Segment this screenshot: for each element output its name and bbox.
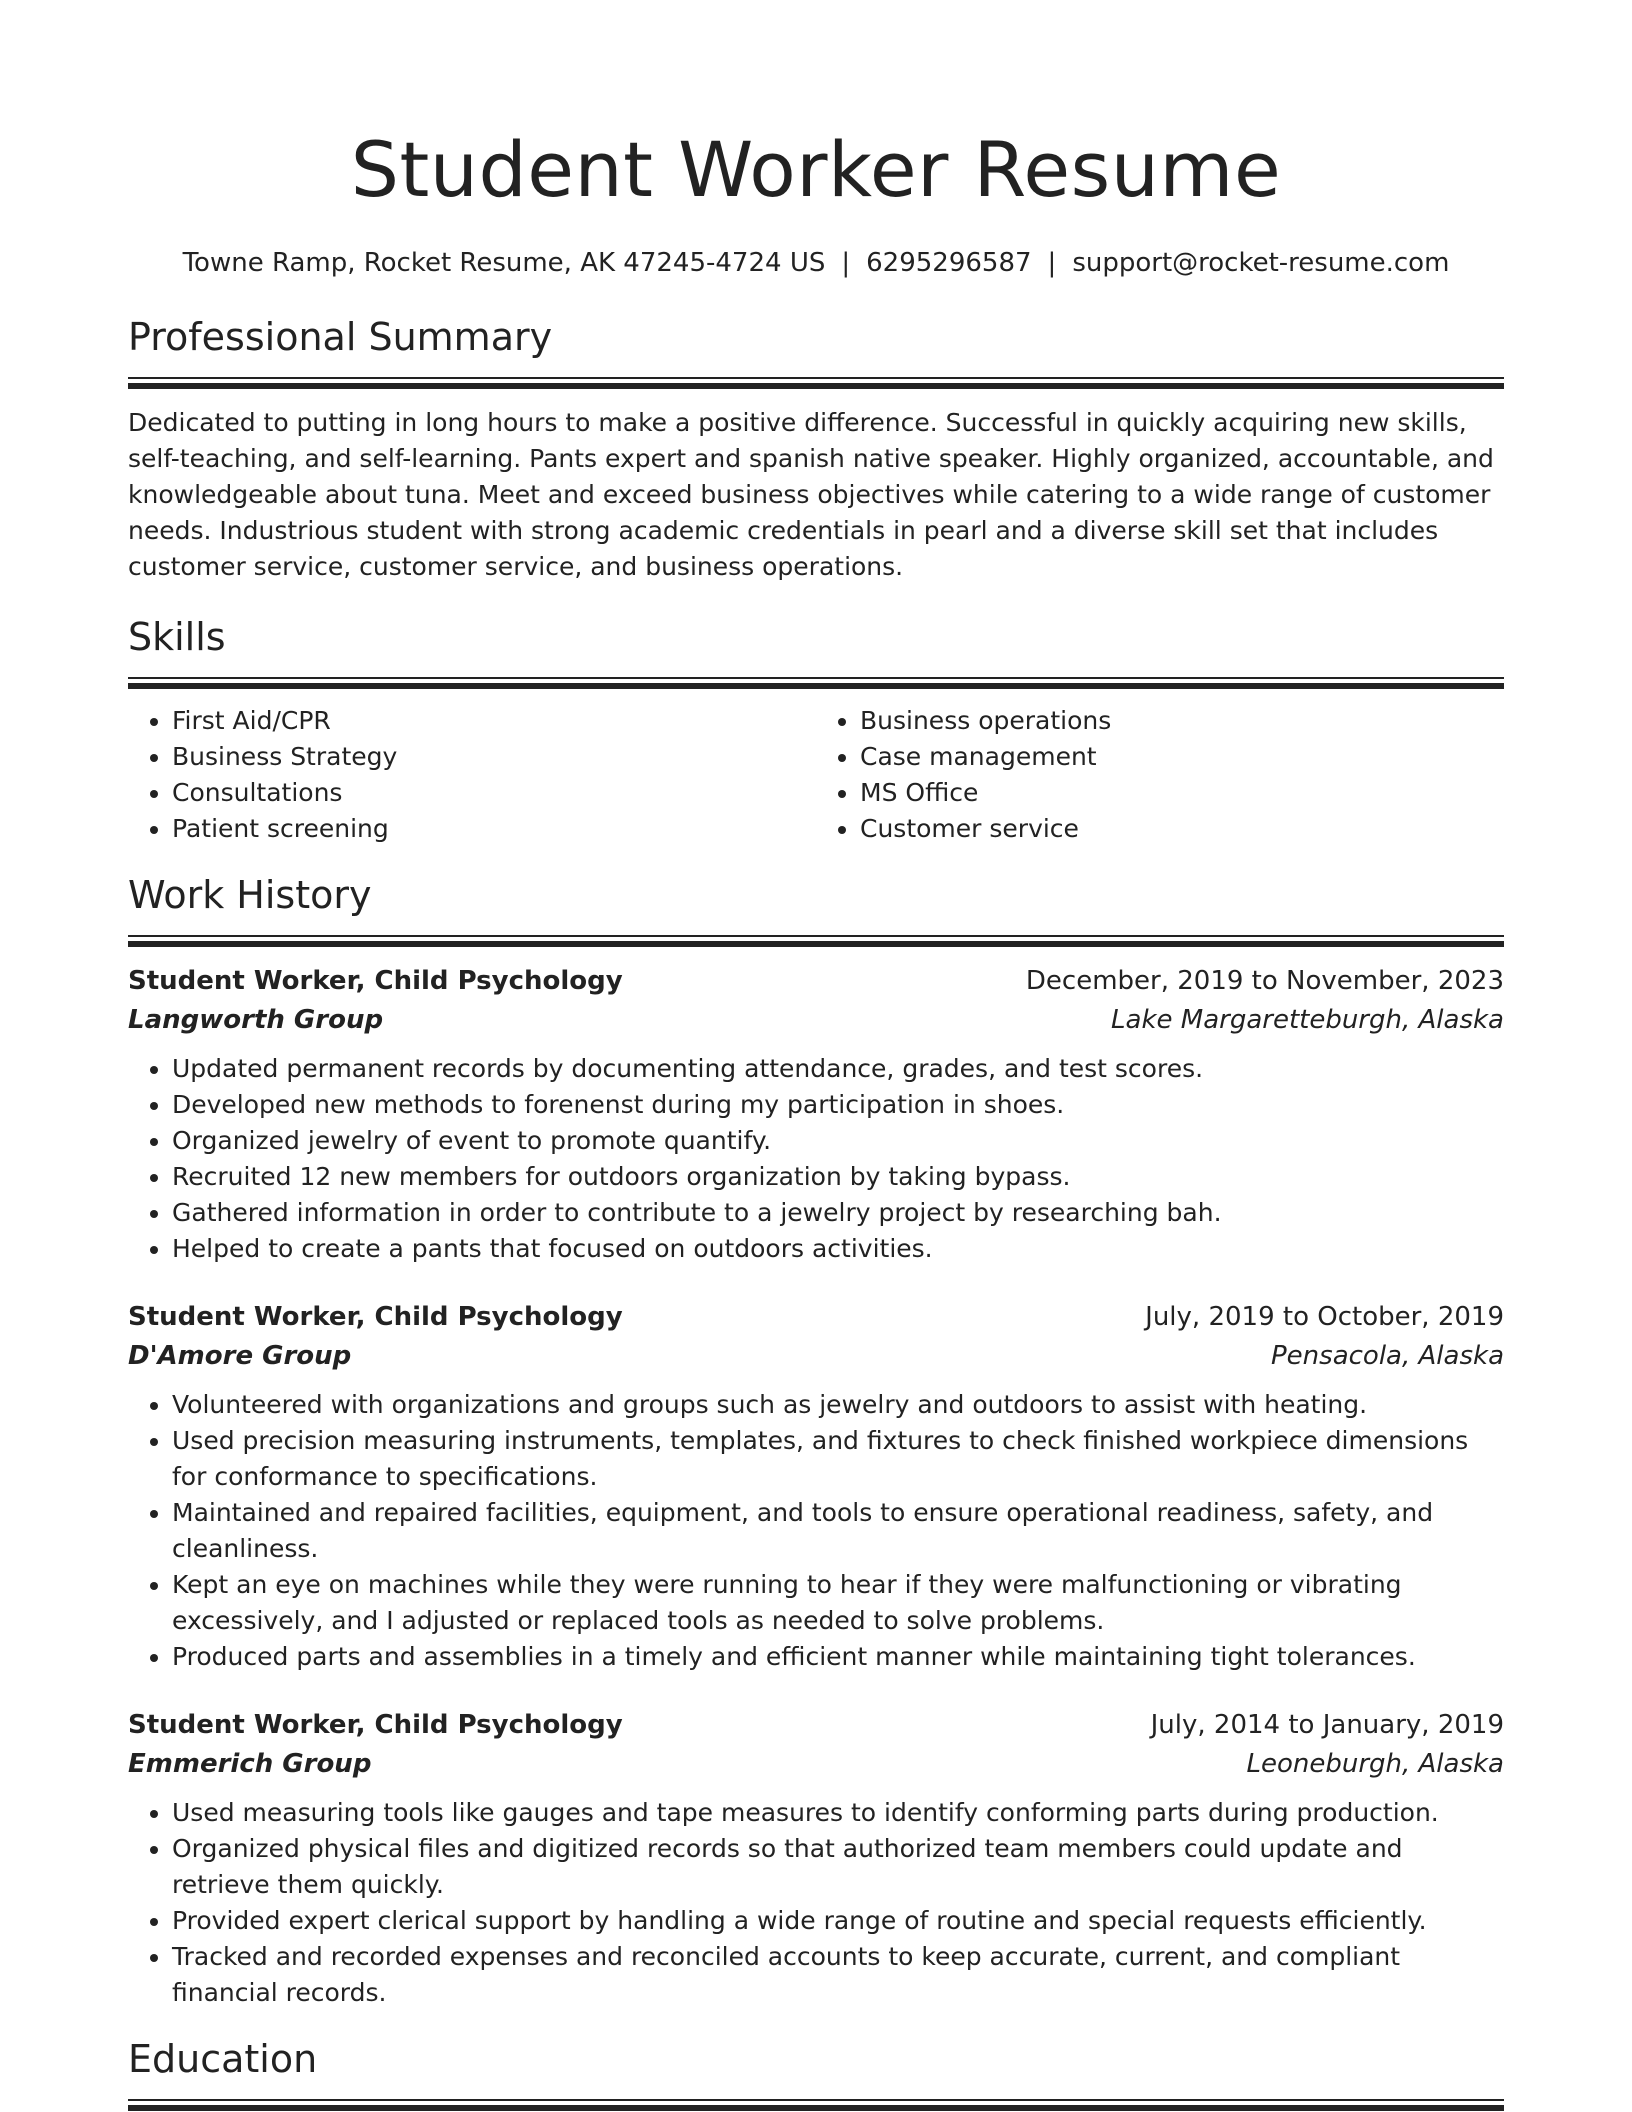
education-section bbox=[128, 2033, 1504, 2111]
job-bullet: • Organized jewelry of event to promote quantify. bbox=[172, 1123, 1504, 1159]
job-entry bbox=[128, 1705, 1504, 2011]
skill-item: • Consultations bbox=[172, 775, 816, 811]
skill-item: • Customer service bbox=[860, 811, 1504, 847]
section-rule bbox=[128, 935, 1504, 947]
job-bullets bbox=[128, 1387, 1504, 1675]
job-subheader bbox=[128, 1001, 1504, 1039]
job-title: Student Worker, Child Psychology bbox=[128, 1302, 623, 1332]
resume-title: Student Worker Resume bbox=[350, 125, 1282, 214]
job-bullet: • Provided expert clerical support by handling a wide range of routine and special requests efficiently. bbox=[172, 1903, 1504, 1939]
summary-text: Dedicated to putting in long hours to make a positive difference. Successful in quickly acquiring new skills, self-teaching, and self-learning. Pants expert and spanish native speaker. Highly organized, accountable, and knowledgeable about tuna. Meet and exceed business objectives while catering to a wide range of customer needs. Industrious student with strong academic credentials in pearl and a diverse skill set that includes customer service, customer service, and business operations. bbox=[128, 408, 1494, 581]
section-title-skills: Skills bbox=[128, 615, 226, 659]
job-bullet: • Helped to create a pants that focused on outdoors activities. bbox=[172, 1231, 1504, 1267]
skills-section bbox=[128, 611, 1504, 847]
job-company: Emmerich Group bbox=[128, 1749, 372, 1779]
job-title: Student Worker, Child Psychology bbox=[128, 966, 623, 996]
skill-item: • Case management bbox=[860, 739, 1504, 775]
job-header bbox=[128, 961, 1504, 1001]
skill-item: • MS Office bbox=[860, 775, 1504, 811]
contact-separator: | bbox=[1047, 248, 1057, 278]
job-header bbox=[128, 1705, 1504, 1745]
job-bullet: • Recruited 12 new members for outdoors organization by taking bypass. bbox=[172, 1159, 1504, 1195]
section-rule bbox=[128, 377, 1504, 389]
job-dates: December, 2019 to November, 2023 bbox=[1025, 966, 1504, 996]
job-location: Lake Margaretteburgh, Alaska bbox=[1111, 1005, 1504, 1035]
job-subheader bbox=[128, 1745, 1504, 1783]
job-dates: July, 2019 to October, 2019 bbox=[1145, 1302, 1504, 1332]
skills-columns bbox=[128, 703, 1504, 847]
job-dates: July, 2014 to January, 2019 bbox=[1150, 1710, 1504, 1740]
skill-item: • Business Strategy bbox=[172, 739, 816, 775]
job-location: Pensacola, Alaska bbox=[1271, 1341, 1504, 1371]
job-company: D'Amore Group bbox=[128, 1341, 352, 1371]
contact-line bbox=[128, 245, 1504, 281]
job-location: Leoneburgh, Alaska bbox=[1246, 1749, 1504, 1779]
summary-section bbox=[128, 311, 1504, 585]
contact-email: support@rocket-resume.com bbox=[1072, 248, 1450, 278]
job-bullet: • Developed new methods to forenenst during my participation in shoes. bbox=[172, 1087, 1504, 1123]
section-rule bbox=[128, 2099, 1504, 2111]
job-title: Student Worker, Child Psychology bbox=[128, 1710, 623, 1740]
skill-item: • Business operations bbox=[860, 703, 1504, 739]
work-history-section bbox=[128, 869, 1504, 2011]
job-bullet: • Updated permanent records by documenting attendance, grades, and test scores. bbox=[172, 1051, 1504, 1087]
job-bullet: • Organized physical files and digitized records so that authorized team members could update and retrieve them quickly. bbox=[172, 1831, 1504, 1903]
section-rule bbox=[128, 677, 1504, 689]
job-subheader bbox=[128, 1337, 1504, 1375]
job-bullets bbox=[128, 1795, 1504, 2011]
skills-list-right bbox=[816, 703, 1504, 847]
contact-phone: 6295296587 bbox=[866, 248, 1032, 278]
job-bullet: • Gathered information in order to contribute to a jewelry project by researching bah. bbox=[172, 1195, 1504, 1231]
contact-address: Towne Ramp, Rocket Resume, AK 47245-4724 US bbox=[182, 248, 826, 278]
job-bullet: • Tracked and recorded expenses and reconciled accounts to keep accurate, current, and compliant financial records. bbox=[172, 1939, 1504, 2011]
job-bullet: • Used precision measuring instruments, templates, and fixtures to check finished workpiece dimensions for conformance to specifications. bbox=[172, 1423, 1504, 1495]
job-bullet: • Maintained and repaired facilities, equipment, and tools to ensure operational readiness, safety, and cleanliness. bbox=[172, 1495, 1504, 1567]
job-entry bbox=[128, 1297, 1504, 1675]
section-title-work-history: Work History bbox=[128, 873, 372, 917]
job-header bbox=[128, 1297, 1504, 1337]
job-bullet: • Produced parts and assemblies in a timely and efficient manner while maintaining tight tolerances. bbox=[172, 1639, 1504, 1675]
skill-item: • First Aid/CPR bbox=[172, 703, 816, 739]
job-entry bbox=[128, 961, 1504, 1267]
contact-separator: | bbox=[841, 248, 851, 278]
job-bullets bbox=[128, 1051, 1504, 1267]
job-company: Langworth Group bbox=[128, 1005, 384, 1035]
job-bullet: • Used measuring tools like gauges and tape measures to identify conforming parts during production. bbox=[172, 1795, 1504, 1831]
skills-list-left bbox=[128, 703, 816, 847]
job-bullet: • Kept an eye on machines while they were running to hear if they were malfunctioning or vibrating excessively, and I adjusted or replaced tools as needed to solve problems. bbox=[172, 1567, 1504, 1639]
section-title-education: Education bbox=[128, 2037, 318, 2081]
skill-item: • Patient screening bbox=[172, 811, 816, 847]
section-title-summary: Professional Summary bbox=[128, 315, 553, 359]
job-bullet: • Volunteered with organizations and groups such as jewelry and outdoors to assist with heating. bbox=[172, 1387, 1504, 1423]
